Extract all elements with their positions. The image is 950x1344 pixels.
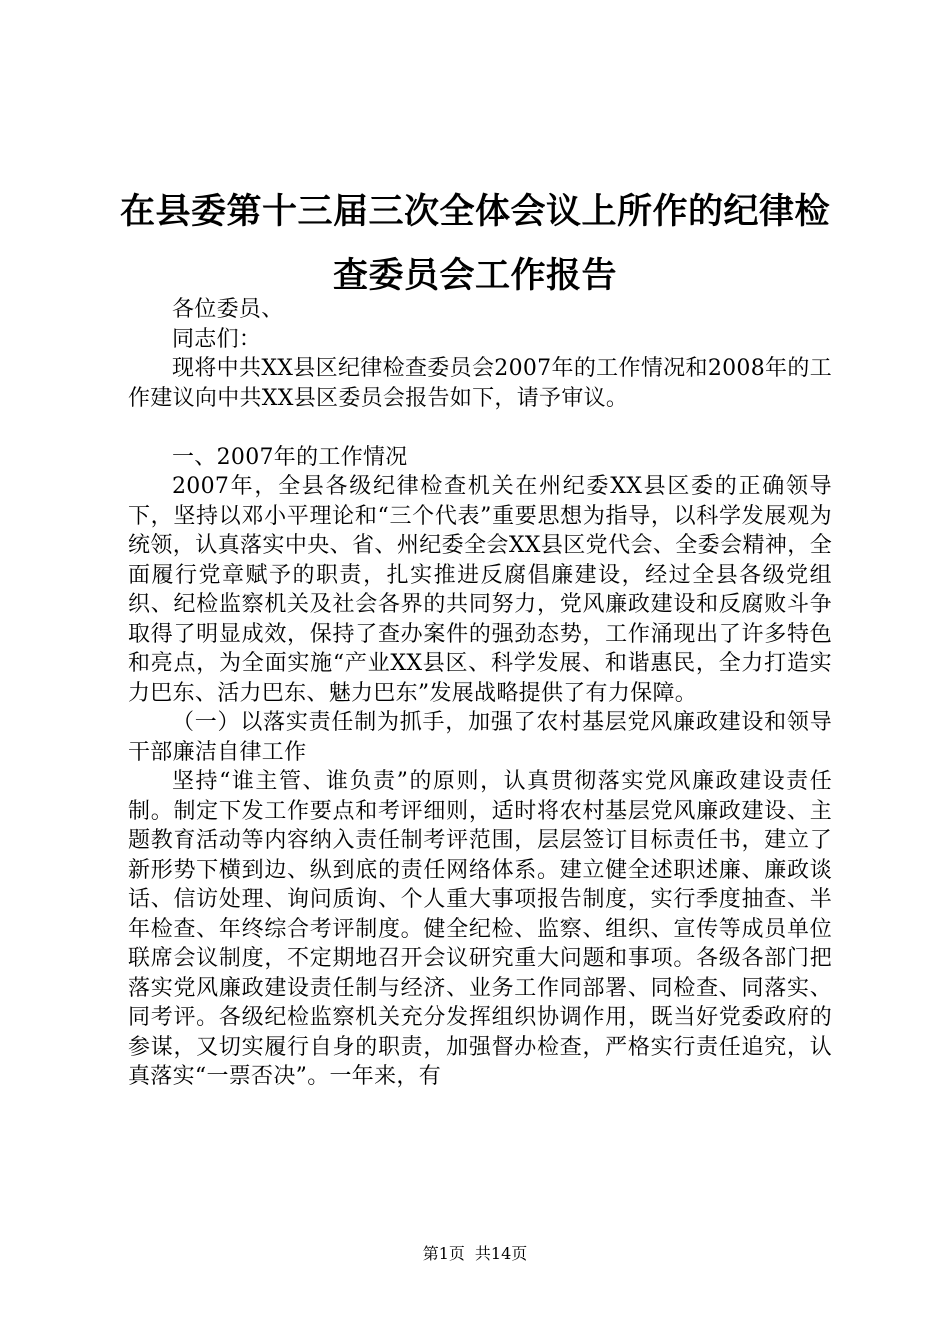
title-line-2: 查委员会工作报告 bbox=[332, 256, 617, 296]
section-heading: 一、2007年的工作情况 bbox=[172, 444, 408, 470]
page-total: 共14页 bbox=[474, 1244, 528, 1263]
subsection-heading: （一）以落实责任制为抓手，加强了农村基层党风廉政建设和领导干部廉洁自律工作 bbox=[128, 710, 832, 765]
salutation-line-2: 同志们： bbox=[172, 326, 262, 352]
section-paragraph-1: 2007年，全县各级纪律检查机关在州纪委XX县区委的正确领导下，坚持以邓小平理论和“三个代表”重要思想为指导，以科学发展观为统领，认真落实中央、省、州纪委全会XX县区党代会、全委会精神，全面履行党章赋予的职责，扎实推进反腐倡廉建设，经过全县各级党组织、纪检监察机关及社会各界的共同努力，党风廉政建设和反腐败斗争取得了明显成效，保持了查办案件的强劲态势，工作涌现出了许多特色和亮点，为全面实施“产业XX县区、科学发展、和谐惠民，全力打造实力巴东、活力巴东、魅力巴东”发展战略提供了有力保障。 bbox=[128, 474, 832, 706]
section-paragraph-2: 坚持“谁主管、谁负责”的原则，认真贯彻落实党风廉政建设责任制。制定下发工作要点和考评细则，适时将农村基层党风廉政建设、主题教育活动等内容纳入责任制考评范围，层层签订目标责任书，建立了新形势下横到边、纵到底的责任网络体系。建立健全述职述廉、廉政谈话、信访处理、询问质询、个人重大事项报告制度，实行季度抽查、半年检查、年终综合考评制度。健全纪检、监察、组织、宣传等成员单位联席会议制度，不定期地召开会议研究重大问题和事项。各级各部门把落实党风廉政建设责任制与经济、业务工作同部署、同检查、同落实、同考评。各级纪检监察机关充分发挥组织协调作用，既当好党委政府的参谋，又切实履行自身的职责，加强督办检查，严格实行责任追究，认真落实“一票否决”。一年来，有 bbox=[128, 769, 832, 1089]
document-body bbox=[128, 295, 832, 1092]
salutation-line-1: 各位委员、 bbox=[172, 297, 284, 322]
page-footer bbox=[0, 1244, 950, 1264]
title-line-1: 在县委第十三届三次全体会议上所作的纪律检 bbox=[119, 192, 830, 232]
intro-paragraph: 现将中共XX县区纪律检查委员会2007年的工作情况和2008年的工作建议向中共XX县区委员会报告如下，请予审议。 bbox=[128, 356, 832, 411]
document-title bbox=[100, 180, 850, 308]
page-number: 第1页 bbox=[422, 1244, 465, 1263]
